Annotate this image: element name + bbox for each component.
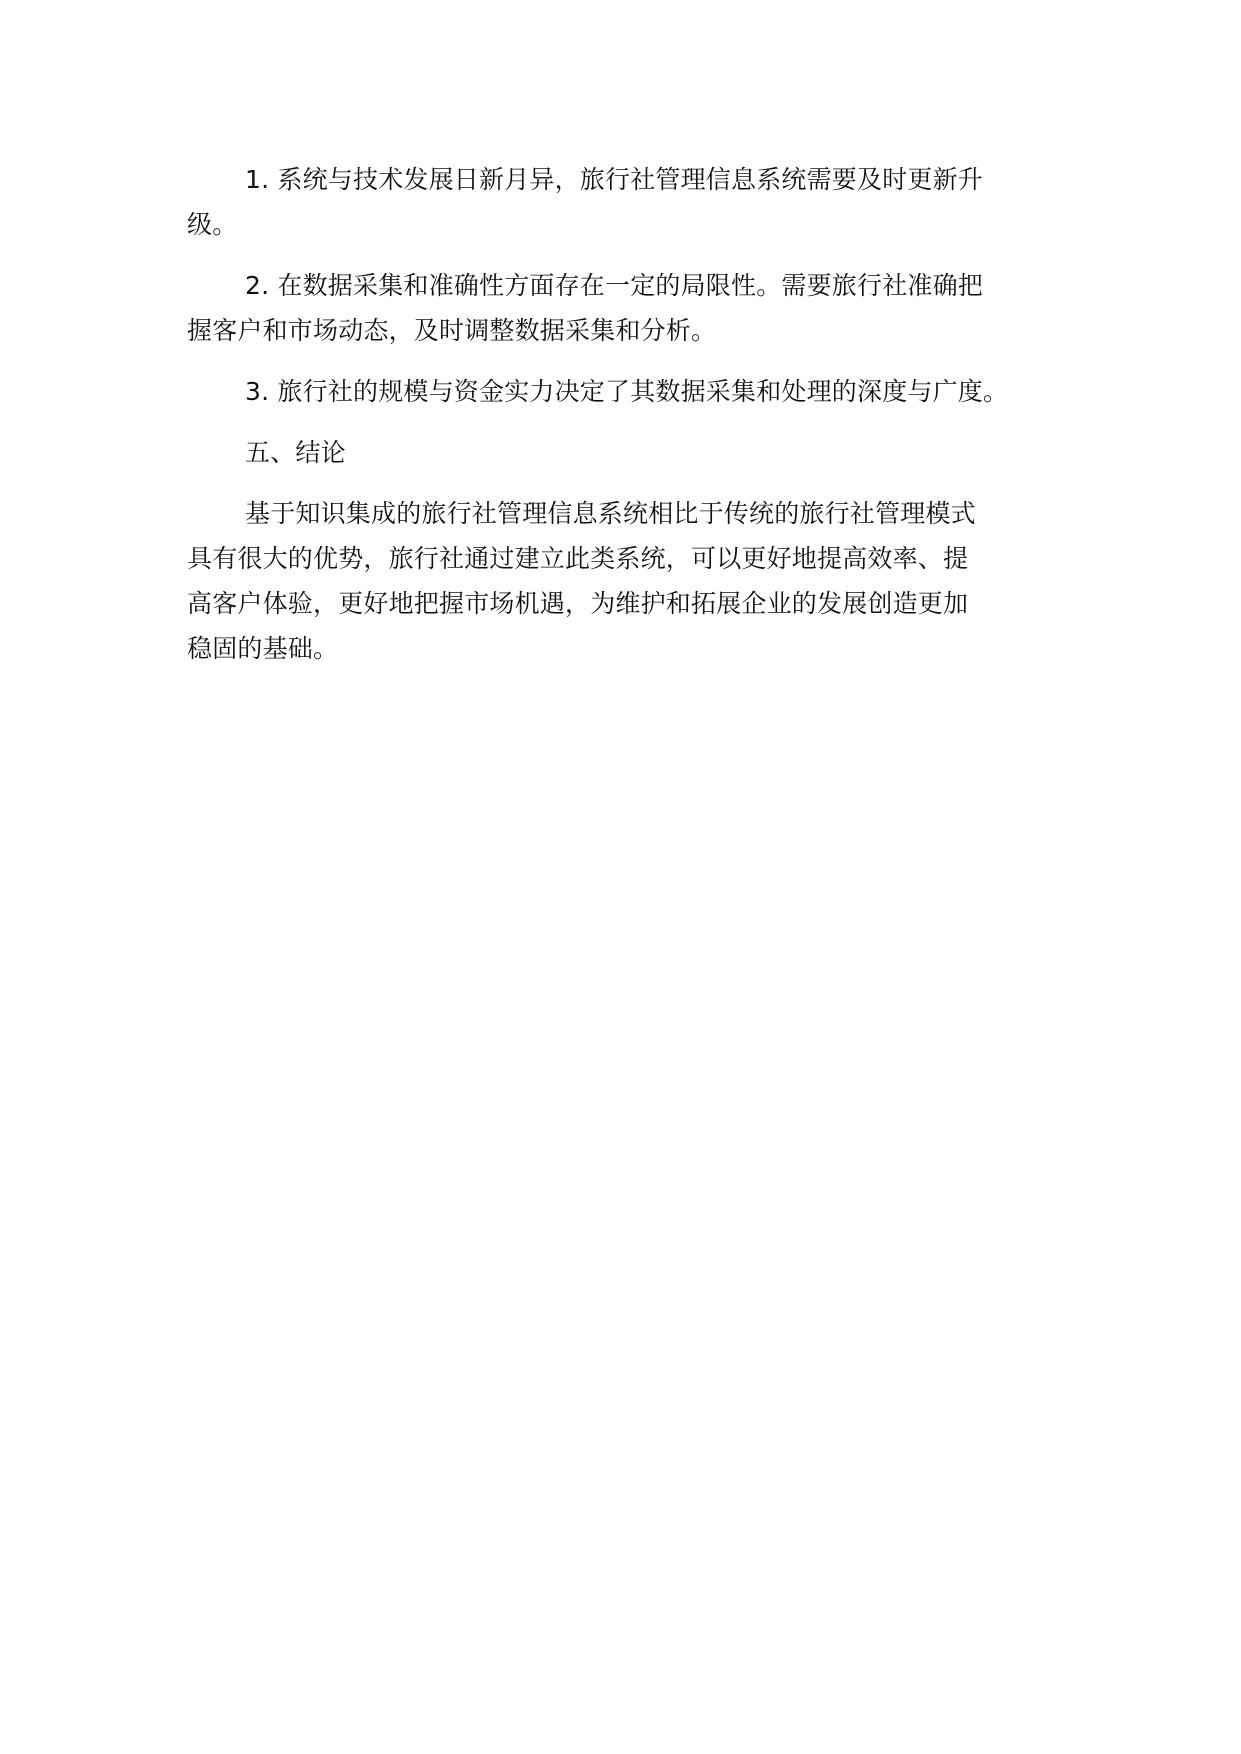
list-item-2 xyxy=(187,263,1067,353)
list-item-1-line-1: 1. 系统与技术发展日新月异，旅行社管理信息系统需要及时更新升 xyxy=(245,165,984,194)
conclusion-line-2: 具有很大的优势，旅行社通过建立此类系统，可以更好地提高效率、提 xyxy=(187,544,969,573)
section-heading xyxy=(187,430,1067,475)
list-item-1-line-2: 级。 xyxy=(187,210,238,239)
section-heading-text: 五、结论 xyxy=(245,438,346,467)
list-item-2-line-2: 握客户和市场动态，及时调整数据采集和分析。 xyxy=(187,316,717,345)
document-body xyxy=(187,157,1067,687)
conclusion-line-1: 基于知识集成的旅行社管理信息系统相比于传统的旅行社管理模式 xyxy=(245,499,976,528)
list-item-3-line-1: 3. 旅行社的规模与资金实力决定了其数据采集和处理的深度与广度。 xyxy=(245,377,1009,406)
list-item-3 xyxy=(187,369,1067,414)
conclusion-paragraph xyxy=(187,491,1067,671)
conclusion-line-3: 高客户体验，更好地把握市场机遇，为维护和拓展企业的发展创造更加 xyxy=(187,589,969,618)
conclusion-line-4: 稳固的基础。 xyxy=(187,634,339,663)
list-item-2-line-1: 2. 在数据采集和准确性方面存在一定的局限性。需要旅行社准确把 xyxy=(245,271,984,300)
list-item-1 xyxy=(187,157,1067,247)
